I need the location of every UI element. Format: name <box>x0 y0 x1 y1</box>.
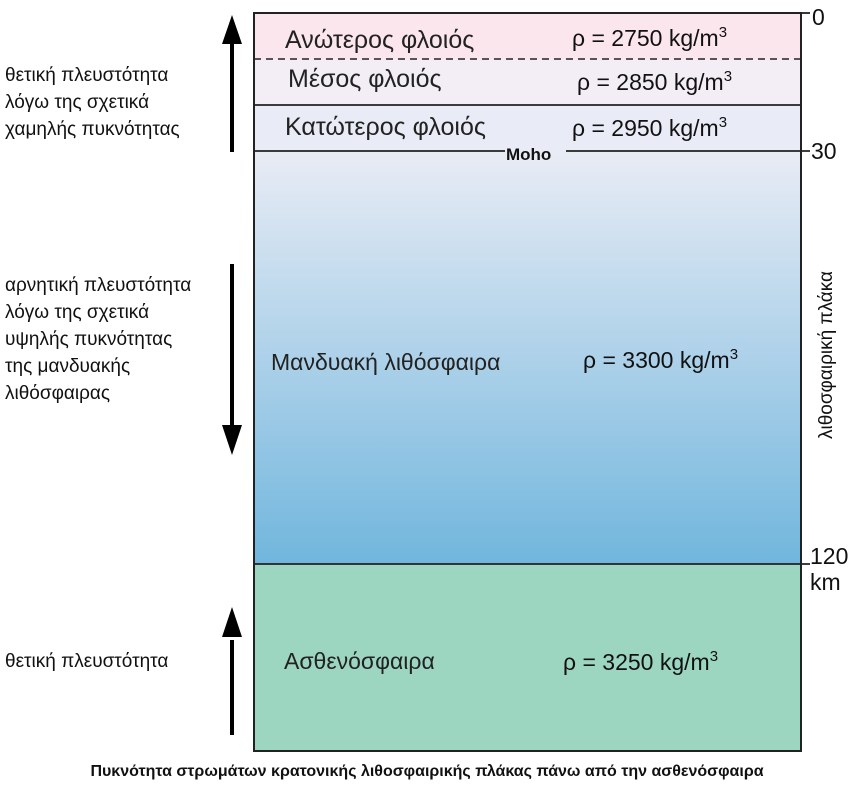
middle-crust-label: Μέσος φλοιός <box>288 65 442 93</box>
asthenosphere-label: Ασθενόσφαιρα <box>284 648 435 674</box>
note-line: λόγω της σχετικά <box>5 92 150 113</box>
mantle-lithosphere-label: Μανδυακή λιθόσφαιρα <box>271 349 501 375</box>
moho-label: Moho <box>506 145 552 164</box>
note-line: λόγω της σχετικά <box>5 302 150 323</box>
note-line: υψηλής πυκνότητας <box>5 329 173 350</box>
note-line: αρνητική πλευστότητα <box>5 275 192 296</box>
note-line: χαμηλής πυκνότητας <box>5 119 180 140</box>
mantle-lithosphere-density: ρ = 3300 $kg/m^3$ <box>583 346 739 373</box>
note-line: θετική πλευστότητα <box>5 65 169 86</box>
note-line: λιθόσφαιρας <box>5 383 111 404</box>
figure-caption: Πυκνότητα στρωμάτων κρατονικής λιθοσφαιρικής πλάκας πάνω από την ασθενόσφαιρα <box>90 763 764 780</box>
note-line: της μανδυακής <box>5 356 131 377</box>
middle-crust-density: ρ = 2850 $kg/m^3$ <box>577 68 733 95</box>
up-arrow-icon <box>222 607 242 735</box>
note-line: θετική πλευστότητα <box>5 651 169 672</box>
upper-crust-label: Ανώτερος φλοιός <box>285 26 475 54</box>
upper-crust-density: ρ = 2750 $kg/m^3$ <box>572 24 728 51</box>
lower-crust-label: Κατώτερος φλοιός <box>285 113 486 141</box>
depth-unit-label: km <box>810 569 841 595</box>
depth-label-top: 0 <box>812 4 825 30</box>
up-arrow-icon <box>222 15 242 152</box>
lower-crust-density: ρ = 2950 $kg/m^3$ <box>572 114 728 141</box>
depth-label-moho: 30 <box>811 138 837 164</box>
asthenosphere-density: ρ = 3250 $kg/m^3$ <box>563 648 719 675</box>
depth-label-base: 120 <box>810 543 849 569</box>
down-arrow-icon <box>222 264 242 455</box>
lithosphere-plate-label: λιθοσφαιρική πλάκα <box>816 270 837 440</box>
